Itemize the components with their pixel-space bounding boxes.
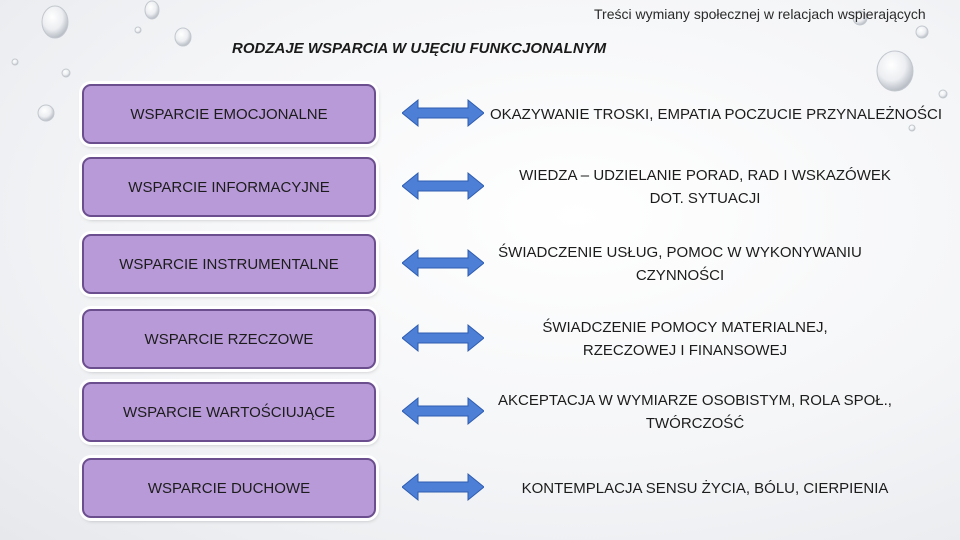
support-description: OKAZYWANIE TROSKI, EMPATIA POCZUCIE PRZYNALEŻNOŚCI <box>490 105 943 123</box>
support-type-box: WSPARCIE INFORMACYJNE <box>82 157 376 217</box>
support-row <box>0 458 960 524</box>
support-row <box>0 234 960 300</box>
support-description: WIEDZA – UDZIELANIE PORAD, RAD I WSKAZÓWEK DOT. SYTUACJI <box>519 167 891 207</box>
support-row <box>0 157 960 223</box>
slide-title: RODZAJE WSPARCIA W UJĘCIU FUNKCJONALNYM <box>232 40 607 57</box>
support-description: ŚWIADCZENIE POMOCY MATERIALNEJ, RZECZOWEJ I FINANSOWEJ <box>542 319 828 359</box>
support-description: ŚWIADCZENIE USŁUG, POMOC W WYKONYWANIU CZYNNOŚCI <box>498 244 862 284</box>
support-row <box>0 309 960 375</box>
slide-header: Treści wymiany społecznej w relacjach wspierających <box>594 6 926 22</box>
support-row <box>0 84 960 150</box>
support-type-box: WSPARCIE EMOCJONALNE <box>82 84 376 144</box>
support-type-box: WSPARCIE RZECZOWE <box>82 309 376 369</box>
support-type-box: WSPARCIE DUCHOWE <box>82 458 376 518</box>
support-description: AKCEPTACJA W WYMIARZE OSOBISTYM, ROLA SPOŁ., TWÓRCZOŚĆ <box>498 392 892 432</box>
support-type-box: WSPARCIE WARTOŚCIUJĄCE <box>82 382 376 442</box>
support-description: KONTEMPLACJA SENSU ŻYCIA, BÓLU, CIERPIENIA <box>521 479 889 497</box>
support-row <box>0 382 960 448</box>
support-type-box: WSPARCIE INSTRUMENTALNE <box>82 234 376 294</box>
